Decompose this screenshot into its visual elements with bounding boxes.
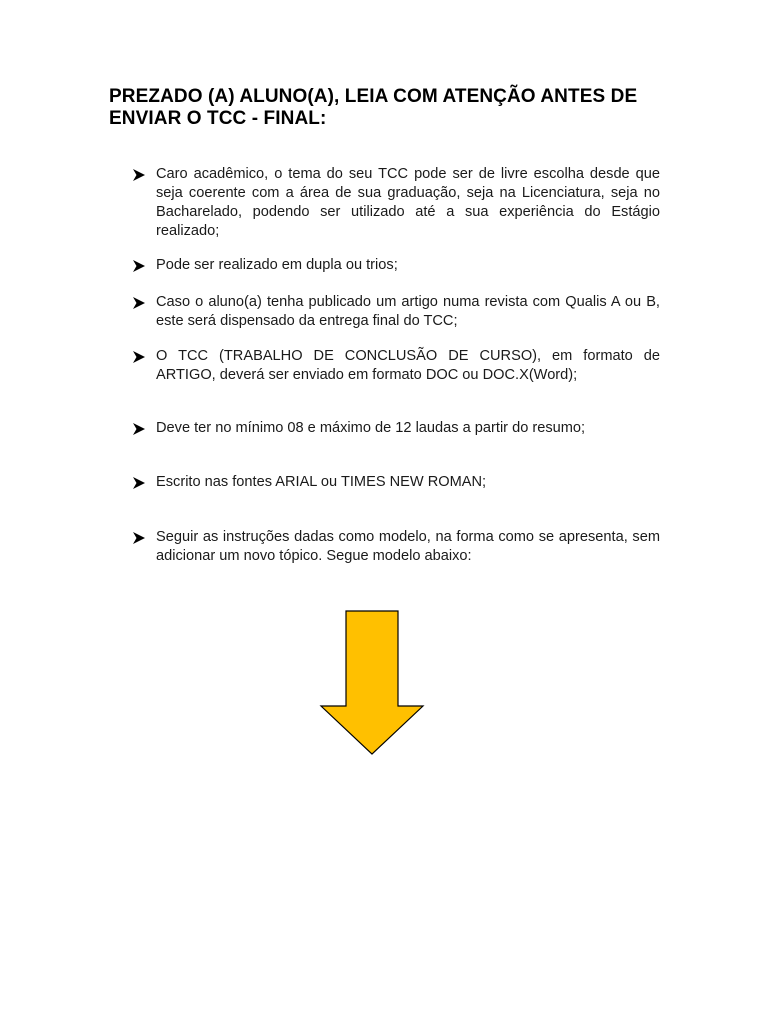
- list-item: [132, 473, 660, 492]
- list-item-text: Escrito nas fontes ARIAL ou TIMES NEW ROMAN;: [156, 474, 487, 490]
- list-item: [132, 347, 660, 385]
- arrowhead-bullet-icon: [132, 259, 146, 273]
- list-item-text: Caro acadêmico, o tema do seu TCC pode ser de livre escolha desde que seja coerente com a área de sua graduação, seja na Licenciatura, seja no Bacharelado, podendo ser utilizado até a sua experiência do Estágio realizado;: [156, 166, 660, 239]
- down-arrow-icon: [318, 609, 426, 757]
- arrowhead-bullet-icon: [132, 296, 146, 310]
- list-item-text: Seguir as instruções dadas como modelo, na forma como se apresenta, sem adicionar um novo tópico. Segue modelo abaixo:: [156, 529, 660, 564]
- list-item: [132, 293, 660, 331]
- list-item-text: Deve ter no mínimo 08 e máximo de 12 laudas a partir do resumo;: [156, 420, 586, 436]
- page-title: PREZADO (A) ALUNO(A), LEIA COM ATENÇÃO ANTES DE ENVIAR O TCC - FINAL:: [109, 86, 638, 129]
- arrowhead-bullet-icon: [132, 531, 146, 545]
- arrowhead-bullet-icon: [132, 476, 146, 490]
- list-item: [132, 256, 660, 275]
- list-item-text: O TCC (TRABALHO DE CONCLUSÃO DE CURSO), em formato de ARTIGO, deverá ser enviado em formato DOC ou DOC.X(Word);: [156, 348, 660, 383]
- list-item-text: Caso o aluno(a) tenha publicado um artigo numa revista com Qualis A ou B, este será dispensado da entrega final do TCC;: [156, 294, 660, 329]
- list-item: [132, 165, 660, 241]
- arrowhead-bullet-icon: [132, 350, 146, 364]
- arrowhead-bullet-icon: [132, 168, 146, 182]
- list-item: [132, 419, 660, 438]
- arrowhead-bullet-icon: [132, 422, 146, 436]
- list-item-text: Pode ser realizado em dupla ou trios;: [156, 257, 398, 273]
- list-item: [132, 528, 660, 566]
